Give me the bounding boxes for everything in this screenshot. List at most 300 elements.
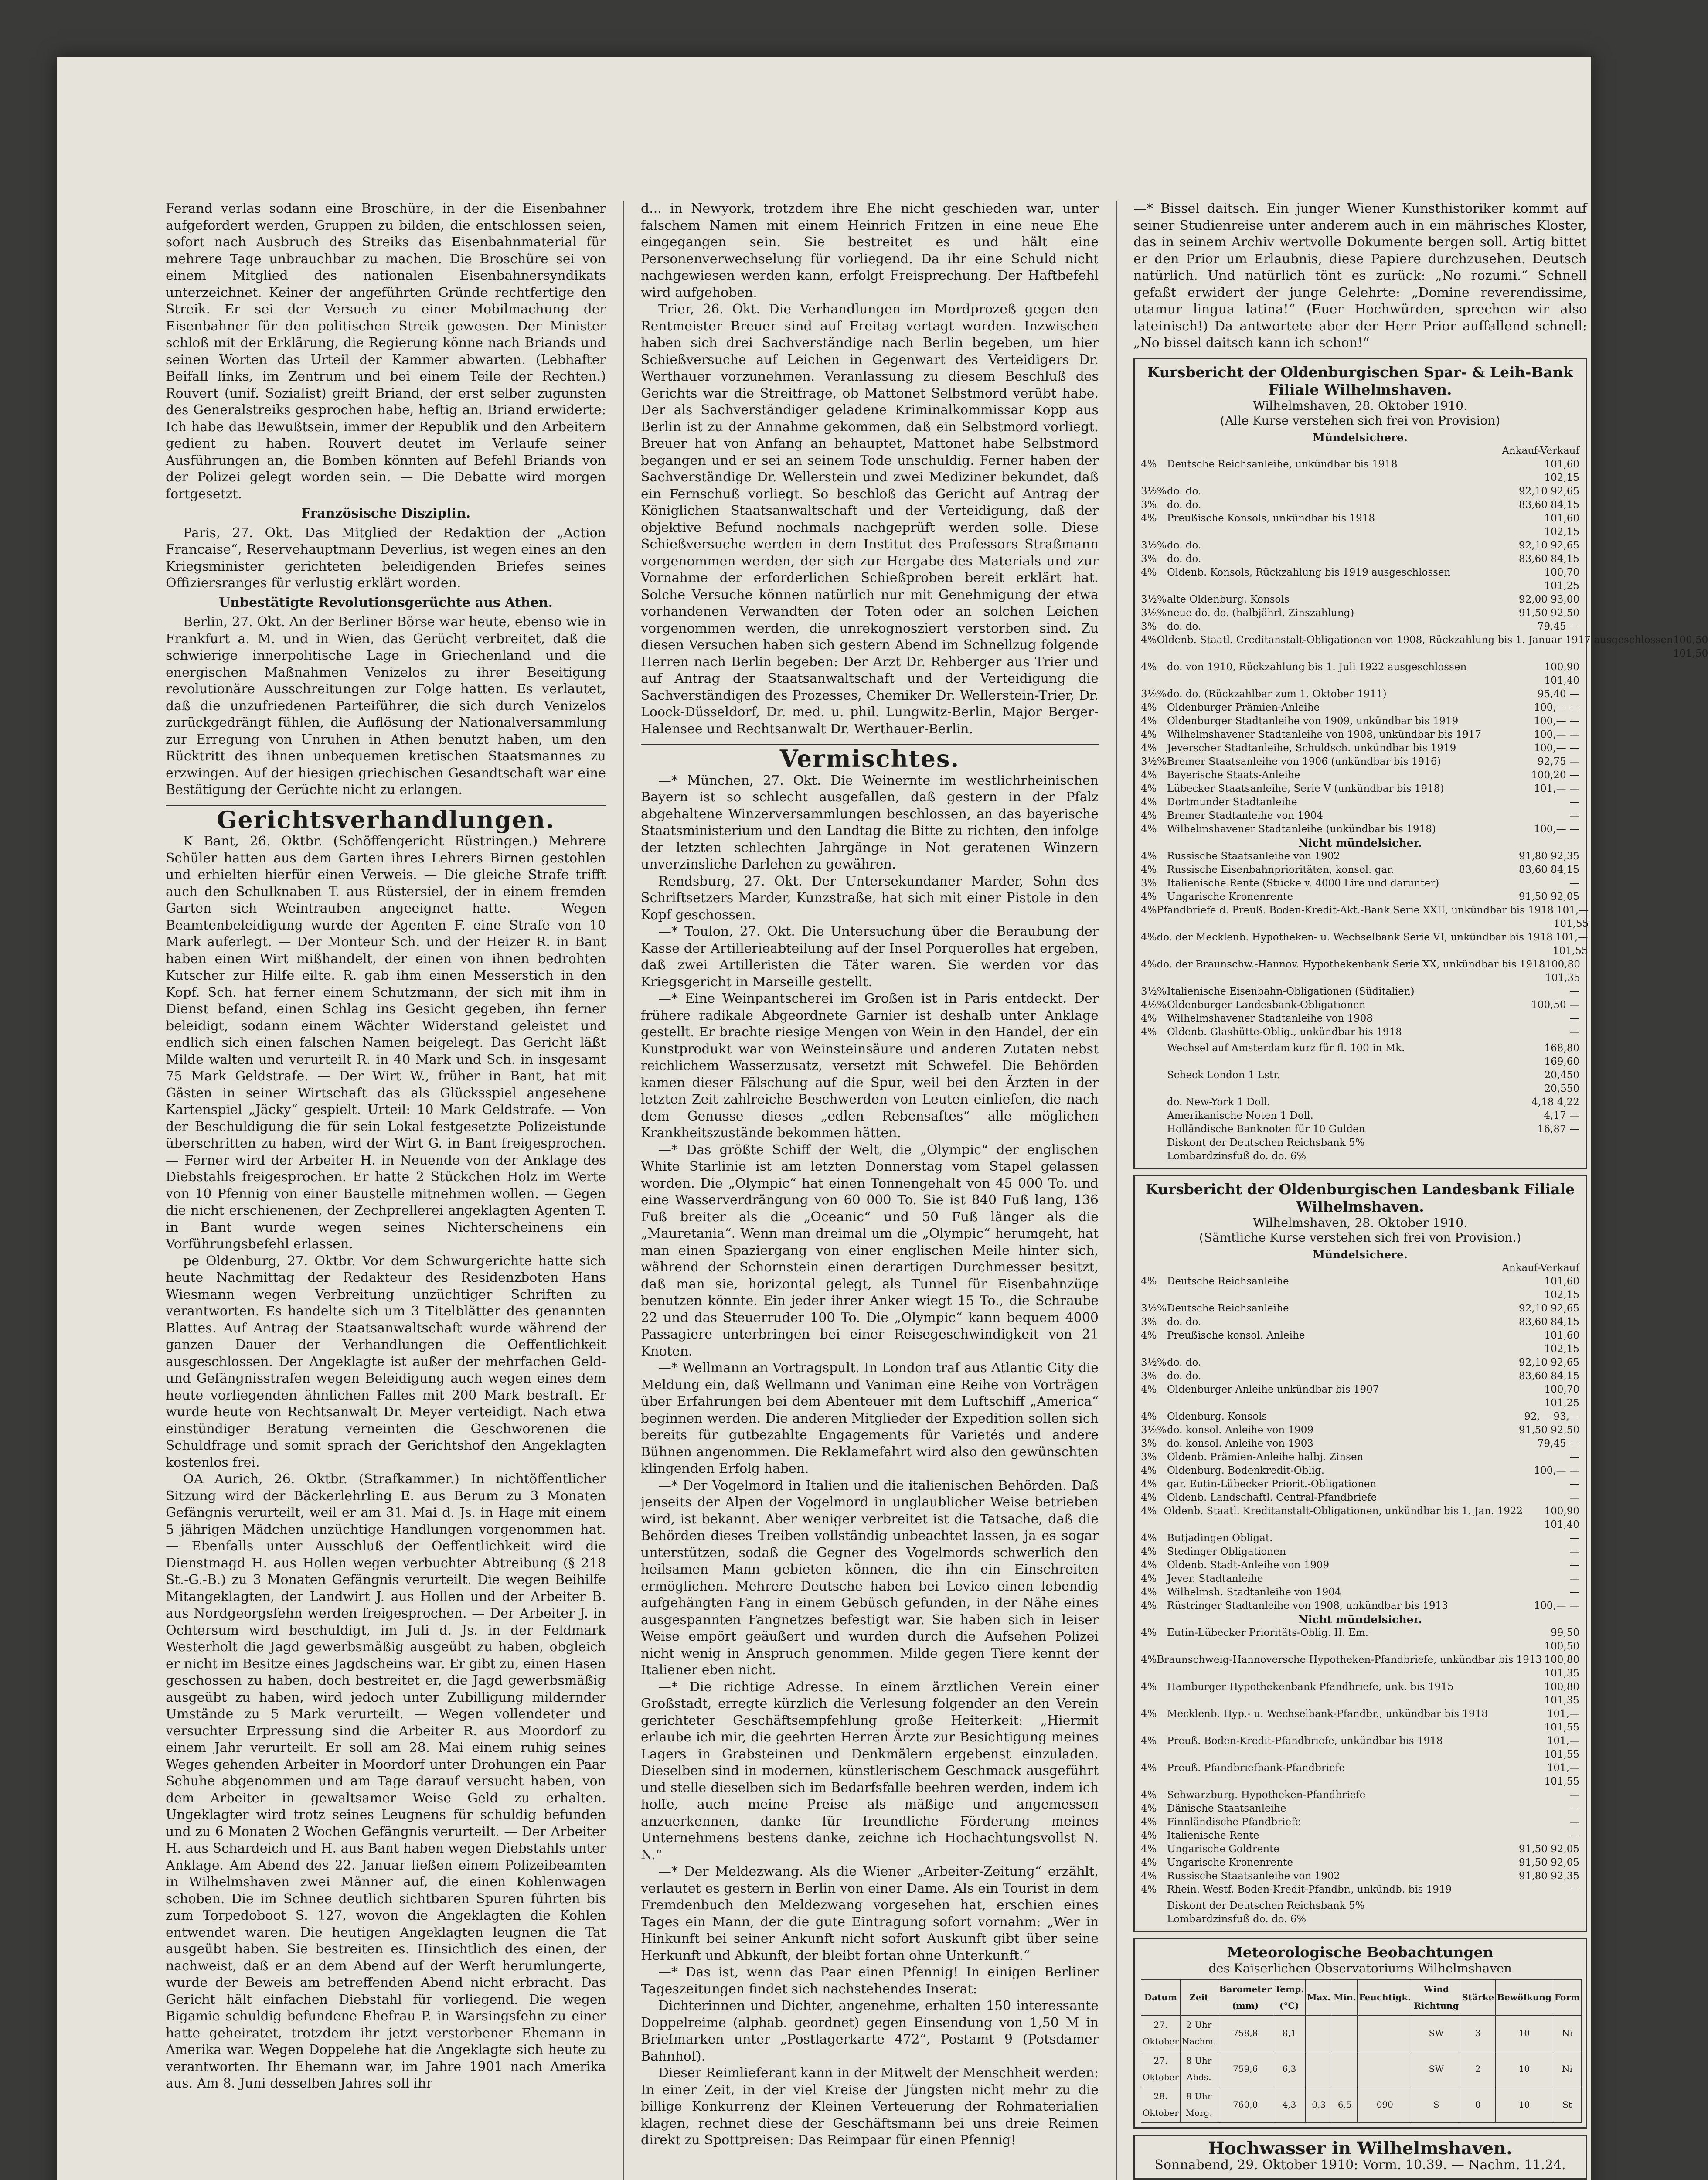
rate-name: Oldenburger Stadtanleihe von 1909, unkündbar bis 1919 [1167, 715, 1459, 727]
rate-row [1141, 1315, 1579, 1329]
rate-percent: 4% [1141, 1802, 1157, 1814]
weather-cell: 10 [1496, 2051, 1553, 2087]
rate-percent: 3½% [1141, 607, 1167, 619]
rate-row [1141, 1572, 1579, 1586]
rate-percent: 4% [1141, 1275, 1157, 1287]
rate-percent: 4% [1141, 1532, 1157, 1544]
rate-percent: 3½% [1141, 756, 1167, 767]
rate-percent: 3% [1141, 499, 1157, 511]
rate-name: do. konsol. Anleihe von 1903 [1167, 1437, 1313, 1449]
rate-name: Schwarzburg. Hypotheken-Pfandbriefe [1167, 1789, 1366, 1801]
rates-heading: Mündelsichere. [1313, 431, 1408, 444]
rate-row [1141, 958, 1579, 985]
rate-name: Italienische Rente (Stücke v. 4000 Lire und darunter) [1167, 877, 1439, 889]
rate-name: Oldenb. Staatl. Kreditanstalt-Obligationen, unkündbar bis 1. Jan. 1922 [1163, 1505, 1523, 1517]
article-paragraph: OA Aurich, 26. Oktbr. (Strafkammer.) In nichtöffentlicher Sitzung wird der Bäckerlehrling E. aus Berum zu 3 Monaten Gefängnis verurteilt, weil er am 31. Mai d. Js. in Hage mit einem 5 jährigen Mädchen unzüchtige Handlungen vorgenommen hat. — Ebenfalls unter Ausschluß der Oeffentlichkeit wird die Dienstmagd H. aus Hollen wegen verbuchter Abtreibung (§ 218 St.-G.-B.) zu 3 Monaten Gefängnis verurteilt. Die wegen Beihilfe Mitangeklagten, der Landwirt J. aus Hollen und der Arbeiter B. aus Nordgeorgsfehn werden freigesprochen. — Der Arbeiter J. in Ochtersum wird beschuldigt, im Juli d. Js. in der Feldmark Westerholt die Jagd gewerbsmäßig ausgeübt zu haben, obgleich er nicht im Besitze eines Jagdscheins war. Er gibt zu, einen Hasen geschossen zu haben, doch bestreitet er, die Jagd gewerbsmäßig ausgeübt zu haben, wird jedoch unter Zubilligung mildernder Umstände zu 5 Mark verurteilt. — Wegen vollendeter und versuchter Erpressung sind die Arbeiter R. aus Moordorf zu einem Jahr verurteilt. Er soll am 28. Mai einem ruhig seines Weges gehenden Arbeiter in Moordorf unter Drohungen ein Paar Schuhe abgenommen und am Tage darauf versucht haben, von dem Arbeiter in gewaltsamer Weise Geld zu erhalten. Ungeklagter wird trotz seines Leugnens für schuldig befunden und zu 6 Monaten 2 Wochen Gefängnis verurteilt. — Der Arbeiter H. aus Schardeich und H. aus Bant haben wegen Diebstahls unter Anklage. Am Abend des 22. Januar ließen einem Polizeibeamten in Wilhelmshaven zwei Männer auf, die einen Kohlenwagen schoben. Die im Schnee deutlich sichtbaren Spuren führten bis zum Torpedoboot S. 127, wovon die Angeklagten die Kohlen entwendet waren. Die heutigen Angeklagten leugnen die Tat ausgeübt haben. Sie bestreiten es. Hinsichtlich des einen, der nachweist, daß er an dem Abend auf der Werft herumlungerte, wurde der Beweis am betreffenden Abend nicht erbracht. Das Gericht hält einfachen Diebstahl für vorliegend. Die wegen Bigamie schuldig befundene Ehefrau P. in Warsingsfehn zu einer hatte geheiratet, trotzdem ihr jetzt verstorbener Ehemann in Amerika war. Wegen Doppelehe hat die Angeklagte sich heute zu verantworten. Ihr Ehemann war, im Jahre 1901 nach Amerika aus. Am 8. Juni desselben Jahres soll ihr [166, 1472, 606, 2091]
weather-cell: 27. Oktober [1141, 2015, 1181, 2051]
rate-row [1141, 1829, 1579, 1843]
weather-header: Datum [1141, 1979, 1181, 2015]
rate-values: — [1569, 985, 1579, 997]
rate-row [1141, 715, 1579, 728]
rate-percent: 4% [1141, 1329, 1157, 1341]
rate-percent: 3½% [1141, 1356, 1167, 1368]
rate-values: 92,10 92,65 [1519, 1356, 1579, 1368]
rate-name: do. der Mecklenb. Hypotheken- u. Wechselbank Serie VI, unkündbar bis 1918 [1157, 931, 1553, 943]
rate-name: Jever. Stadtanleihe [1167, 1573, 1263, 1584]
rate-name: do. von 1910, Rückzahlung bis 1. Juli 1922 ausgeschlossen [1167, 661, 1467, 673]
rate-values: 91,80 92,35 [1519, 1870, 1579, 1882]
rate-values: — [1569, 1573, 1579, 1584]
rate-values: — [1569, 1586, 1579, 1598]
weather-header: Zeit [1180, 1979, 1218, 2015]
rates-heading: Nicht mündelsicher. [1298, 836, 1422, 849]
rate-row [1141, 1913, 1579, 1926]
article-paragraph: —* Toulon, 27. Okt. Die Untersuchung über die Beraubung der Kasse der Artillerieabteilung auf der Insel Porquerolles hat ergeben, daß zwei Artilleristen die Täter waren. Sie werden vor das Kriegsgericht in Marseille gestellt. [641, 924, 1099, 990]
rate-name: Bremer Staatsanleihe von 1906 (unkündbar bis 1916) [1167, 756, 1441, 767]
rate-row [1141, 1545, 1579, 1559]
rate-row [1141, 552, 1579, 566]
column-divider [623, 201, 624, 2180]
rate-name: do. der Braunschw.-Hannov. Hypothekenbank Serie XX, unkündbar bis 1918 [1157, 958, 1545, 970]
rate-row [1141, 1843, 1579, 1856]
rate-name: Mecklenb. Hyp.- u. Wechselbank-Pfandbr., unkündbar bis 1918 [1167, 1708, 1488, 1720]
weather-cell: 760,0 [1218, 2087, 1273, 2122]
rate-percent [1141, 1042, 1167, 1069]
rate-name: Jeverscher Stadtanleihe, Schuldsch. unkündbar bis 1919 [1167, 742, 1456, 754]
rate-percent: 4% [1141, 1870, 1157, 1882]
rate-name: Oldenb. Prämien-Anleihe halbj. Zinsen [1167, 1451, 1364, 1463]
article-paragraph: —* Das größte Schiff der Welt, die „Olympic“ der englischen White Starlinie ist am letzten Donnerstag vom Stapel gelassen worden. Die „Olympic“ hat einen Tonnengehalt von 45 000 To. und eine Wasserverdrängung von 60 000 To. Sie ist 840 Fuß lang, 136 Fuß breiter als die „Oceanic“ und 50 Fuß länger als die „Mauretania“. Wenn man dreimal um die „Olympic“ herumgeht, hat man einen Spaziergang von einer englischen Meile hinter sich, während der Schornstein einen derartigen Durchmesser besitzt, daß man sie, horizontal gelegt, als Tunnel für Eisenbahnzüge benutzen könnte. Ein jeder ihrer Anker wiegt 15 To., die Schraube 22 und das Steuerruder 100 To. Die „Olympic“ kann bequem 4000 Passagiere unterbringen bei einer Reisegeschwindigkeit von 21 Knoten. [641, 1142, 1099, 1359]
rate-name: Wechsel auf Amsterdam kurz für fl. 100 in Mk. [1167, 1042, 1405, 1054]
rate-name: Oldenburger Anleihe unkündbar bis 1907 [1167, 1383, 1379, 1395]
rate-row [1141, 1870, 1579, 1883]
rate-row [1141, 512, 1579, 539]
rate-percent: 4% [1141, 715, 1157, 727]
rate-values: 95,40 — [1537, 688, 1579, 700]
rate-name: Oldenburg. Bodenkredit-Oblig. [1167, 1465, 1325, 1476]
rate-row [1141, 850, 1579, 863]
rate-row [1141, 782, 1579, 796]
rate-percent: 4% [1141, 1856, 1157, 1868]
weather-cell: 6,3 [1273, 2051, 1305, 2087]
rates-heading: Nicht mündelsicher. [1298, 1613, 1422, 1626]
rate-values: 92,75 — [1537, 756, 1579, 767]
rate-name: Oldenburger Landesbank-Obligationen [1167, 999, 1366, 1011]
rate-name: Lübecker Staatsanleihe, Serie V (unkündbar bis 1918) [1167, 783, 1444, 794]
rate-values: 83,60 84,15 [1519, 499, 1579, 511]
rate-percent: 4% [1141, 742, 1157, 754]
rate-row [1141, 1356, 1579, 1369]
rate-name: Russische Staatsanleihe von 1902 [1167, 1870, 1341, 1882]
rate-name: gar. Eutin-Lübecker Priorit.-Obligationen [1167, 1478, 1377, 1490]
rate-values: 91,80 92,35 [1519, 850, 1579, 862]
tide-box [1133, 2135, 1587, 2180]
rate-percent: 4% [1141, 1465, 1157, 1476]
rate-values: 92,10 92,65 [1519, 539, 1579, 551]
rate-percent: 3½% [1141, 485, 1167, 497]
rate-row [1141, 606, 1579, 620]
weather-cell [1306, 2051, 1332, 2087]
rate-values: 91,50 92,05 [1519, 891, 1579, 903]
rate-values: 100,— — [1534, 823, 1579, 835]
rate-percent: 4% [1141, 1546, 1157, 1557]
article-paragraph: pe Oldenburg, 27. Oktbr. Vor dem Schwurgerichte hatte sich heute Nachmittag der Redakteur des Residenzboten Hans Wiesmann wegen Verbreitung unzüchtiger Schriften zu verantworten. Es handelte sich um 3 Titelblätter des genannten Blattes. Auf Antrag der Staatsanwaltschaft wurde während der ganzen Dauer der Verhandlungen die Oeffentlichkeit ausgeschlossen. Der Angeklagte ist außer der mehrfachen Geld- und Gefängnisstrafen wegen Beleidigung auch wegen eines dem heute vorliegenden ähnlichen Falles mit 200 Mark bestraft. Er wurde heute von Rechtsanwalt Dr. Meyer verteidigt. Nach etwa einstündiger Beratung verneinten die Geschworenen die Schuldfrage und somit sprach der Gerichtshof den Angeklagten kostenlos frei. [166, 1253, 606, 1470]
rate-name: Oldenb. Staatl. Creditanstalt-Obligationen von 1908, Rückzahlung bis 1. Januar 1917 ausgeschlossen [1157, 634, 1673, 646]
rates-heading: Mündelsichere. [1313, 1248, 1408, 1261]
rate-values: 91,50 92,50 [1519, 1424, 1579, 1436]
rate-row [1141, 1410, 1579, 1424]
rate-percent: 4% [1141, 1492, 1157, 1503]
rate-values: — [1569, 1884, 1579, 1895]
rate-name: Eutin-Lübecker Prioritäts-Oblig. II. Em. [1167, 1627, 1369, 1638]
rate-percent: 4% [1141, 796, 1157, 808]
rate-percent: 4% [1141, 823, 1157, 835]
rate-name: Wilhelmshavener Stadtanleihe von 1908 [1167, 1012, 1373, 1024]
rate-values: 79,45 — [1537, 620, 1579, 632]
rate-values: 100,— — [1534, 1600, 1579, 1611]
weather-title: Meteorologische Beobachtungen [1227, 1943, 1494, 1961]
rates-list [1141, 1248, 1579, 1926]
rate-values: 79,45 — [1537, 1437, 1579, 1449]
rate-values: 101,— 101,55 [1544, 1762, 1579, 1787]
rate-values: 99,50 100,50 [1544, 1627, 1579, 1652]
weather-cell [1306, 2015, 1332, 2051]
rate-row [1141, 904, 1589, 931]
rate-percent: 4% [1141, 458, 1157, 470]
rate-row [1141, 485, 1579, 498]
rate-row [1141, 566, 1579, 593]
rate-percent: 4% [1141, 634, 1157, 646]
rate-values [1514, 1913, 1579, 1926]
rate-values: — [1569, 1012, 1579, 1024]
article-paragraph: —* Das ist, wenn das Paar einen Pfennig! In einigen Berliner Tageszeitungen findet sich nachstehendes Inserat: [641, 1965, 1099, 1997]
rate-name: Oldenburg. Konsols [1167, 1410, 1267, 1422]
rate-row [1141, 809, 1579, 823]
article-paragraph: Paris, 27. Okt. Das Mitglied der Redaktion der „Action Francaise“, Reservehauptmann Deverlius, ist wegen eines an den Kriegsminister gerichteten beleidigenden Briefes seines Offiziersranges für verlustig erklärt worden. [166, 525, 606, 591]
rate-percent: 3½% [1141, 593, 1167, 605]
article-paragraph: K Bant, 26. Oktbr. (Schöffengericht Rüstringen.) Mehrere Schüler hatten aus dem Garten ihres Lehrers Birnen gestohlen und erhielten hierfür einen Verweis. — Die gleiche Strafe trifft auch den Schulknaben T. aus Rüstersiel, der in einem fremden Garten sich Weintrauben angeeignet hatte. — Wegen Beamtenbeleidigung wurde der Agenten F. eine Strafe von 10 Mark auferlegt. — Der Monteur Sch. und der Heizer R. in Bant haben einen Wirt mißhandelt, der einen von ihnen bedrohten Kutscher zur Hilfe eilte. R. gab ihm einen Messerstich in den Kopf. Sch. hat ferner einem Schutzmann, der sich mit ihm in Dienst befand, einen Schlag ins Gesicht gegeben, ihn ferner beleidigt, sodann einem Wächter Widerstand geleistet und endlich sich einen falschen Namen beigelegt. Das Gericht läßt Milde walten und verurteilt R. in 40 Mark und Sch. in insgesamt 75 Mark Geldstrafe. — Der Wirt W., früher in Bant, hat mit Gästen in seiner Wirtschaft das als Glücksspiel angesehene Kartenspiel „Jäcky“ gespielt. Urteil: 10 Mark Geldstrafe. — Von der Beschuldigung die für sein Lokal festgesetzte Polizeistunde überschritten zu haben, wird der Wirt G. in Bant freigesprochen. — Ferner wird der Arbeiter H. in Neuende von der Anklage des Diebstahls freigesprochen. Er hatte 2 Stückchen Holz im Werte von 10 Pfennig von einer Baustelle mitnehmen wollen. — Gegen die nicht erschienenen, der Zechprellerei angeklagten Agenten T. in Bant wurde wegen seines Nichterscheinens ein Vorführungsbefehl erlassen. [166, 834, 606, 1252]
weather-cell: 4,3 [1273, 2087, 1305, 2122]
rate-percent: 4% [1141, 1600, 1157, 1611]
article-paragraph: Trier, 26. Okt. Die Verhandlungen im Mordprozeß gegen den Rentmeister Breuer sind auf Freitag vertagt worden. Inzwischen haben sich drei Sachverständige nach Berlin begeben, um hier Schießversuche auf Leichen in Gegenwart des Verteidigers Dr. Werthauer vorzunehmen. Veranlassung zu diesem Beschluß des Gerichts war die Streitfrage, ob Mattonet Selbstmord verübt habe. Der als Sachverständiger geladene Kriminalkommissar Kopp aus Berlin ist zu der Annahme gekommen, daß ein Selbstmord vorliegt. Breuer hat von Anfang an behauptet, Mattonet habe Selbstmord begangen und er sei an seinem Tode unschuldig. Ferner haben der Sachverständige Dr. Wellerstein und zwei Mediziner bekundet, daß ein Fernschuß vorliegt. So beschloß das Gericht auf Antrag der Königlichen Staatsanwaltschaft und der Verteidigung, daß der objektive Befund nochmals nachgeprüft werden solle. Diese Schießversuche werden in dem Institut des Professors Straßmann vorgenommen werden, der sich zur Hergabe des Materials und zur Vornahme der erforderlichen Schießproben bereit erklärt hat. Solche Versuche können natürlich nur mit Genehmigung der etwa vorhandenen Verwandten der Toten oder an solchen Leichen vorgenommen werden, die unrekognosziert verstorben sind. Zu diesen Versuchen haben sich gestern Abend im Schnellzug folgende Herren nach Berlin begeben: Der Arzt Dr. Rehberger aus Trier und auf Antrag der Staatsanwaltschaft und der Verteidigung die Sachverständigen des Prozesses, Chemiker Dr. Wellerstein-Trier, Dr. Loock-Düsseldorf, Dr. med. u. phil. Lungwitz-Berlin, Major Berger-Halensee und Rechtsanwalt Dr. Werthauer-Berlin. [641, 302, 1099, 737]
rate-values: 100,— — [1534, 702, 1579, 713]
rate-percent: 4% [1141, 810, 1157, 821]
rate-values: 100,— — [1534, 715, 1579, 727]
rate-row [1141, 1464, 1579, 1478]
rate-values: — [1569, 796, 1579, 808]
stock-report-box [1133, 358, 1708, 1169]
weather-header: Wind Richtung [1412, 1979, 1460, 2015]
weather-row [1141, 2015, 1582, 2051]
article-paragraph: Ferand verlas sodann eine Broschüre, in der die Eisenbahner aufgefordert werden, Gruppen zu bilden, die entschlossen seien, sofort nach Ausbruch des Streiks das Eisenbahnmaterial für mehrere Tage unbrauchbar zu machen. Die Broschüre sei von einem Mitglied des nationalen Eisenbahnersyndikats unterzeichnet. Keiner der angeführten Gründe rechtfertige den Streik. Er sei der Versuch zu einer Mobilmachung der Eisenbahner für den politischen Streik gewesen. Der Minister schloß mit der Erklärung, die Regierung könne nach Briands und seinen Worten das Urteil der Kammer abwarten. (Lebhafter Beifall links, im Zentrum und bei einem Teile der Rechten.) Rouvert (unif. Sozialist) greift Briand, der erst selber zugunsten des Generalstreiks gesprochen habe, heftig an. Briand erwiderte: Ich habe das Bewußtsein, immer der Republik und den Arbeitern gedient zu haben. Rouvert deutet im Verlaufe seiner Ausführungen an, die Bomben könnten auf Befehl Briands von der Polizei gelegt worden sein. — Die Debatte wird morgen fortgesetzt. [166, 201, 606, 502]
rate-values: 100,— — [1534, 742, 1579, 754]
weather-header: Stärke [1460, 1979, 1496, 2015]
weather-cell: 090 [1358, 2087, 1412, 2122]
rate-values: 101,— 101,55 [1544, 1735, 1579, 1760]
rate-name: Preuß. Boden-Kredit-Pfandbriefe, unkündbar bis 1918 [1167, 1735, 1443, 1747]
rate-row [1141, 1586, 1579, 1599]
weather-cell: S [1412, 2087, 1460, 2122]
column-1 [166, 201, 606, 2092]
weather-cell [1358, 2051, 1412, 2087]
stock-report-box [1133, 1175, 1587, 1932]
weather-cell: St [1553, 2087, 1581, 2122]
rate-values: 100,— — [1534, 1465, 1579, 1476]
rate-values: 100,80 101,35 [1544, 1681, 1579, 1706]
rates-columns: Ankauf-Verkauf [1502, 445, 1579, 456]
rate-values: — [1569, 810, 1579, 821]
rate-percent: 4% [1141, 931, 1157, 943]
article-paragraph: Rendsburg, 27. Okt. Der Untersekundaner Marder, Sohn des Schriftsetzers Marder, Kunzstraße, hat sich mit einer Pistole in den Kopf geschossen. [641, 873, 1099, 923]
tide-line: Sonnabend, 29. Oktober 1910: Vorm. 10.39. — Nachm. 11.24. [1154, 2157, 1566, 2173]
rate-name: do. konsol. Anleihe von 1909 [1167, 1424, 1313, 1436]
rate-name: Deutsche Reichsanleihe, unkündbar bis 1918 [1167, 458, 1398, 470]
rate-name: Butjadingen Obligat. [1167, 1532, 1273, 1544]
rate-row [1141, 823, 1579, 836]
article-paragraph: —* Wellmann an Vortragspult. In London traf aus Atlantic City die Meldung ein, daß Wellmann und Vaniman eine Reihe von Vorträgen über Erfahrungen bei dem Abenteuer mit dem Luftschiff „America“ beginnen werden. Die anderen Mitglieder der Expedition sollen sich bereits für gutbezahlte Engagements für Varietés und andere Bühnen angenommen. Die Reklamefahrt wird also den gewünschten klingenden Erfolg haben. [641, 1360, 1099, 1476]
rate-values: 91,50 92,05 [1519, 1843, 1579, 1855]
rate-percent: 4% [1141, 891, 1157, 903]
rate-values: 100,20 — [1531, 769, 1579, 781]
rate-row [1141, 1761, 1579, 1788]
rate-values: 91,50 92,05 [1519, 1856, 1579, 1868]
rate-percent: 4% [1141, 864, 1157, 875]
rate-values [1514, 1899, 1579, 1913]
weather-cell [1332, 2015, 1358, 2051]
rate-row [1141, 877, 1579, 890]
rate-name: do. do. [1167, 1356, 1201, 1368]
rate-percent [1141, 1123, 1167, 1136]
weather-subtitle: des Kaiserlichen Observatoriums Wilhelmshaven [1208, 1961, 1512, 1976]
rate-values: 100,70 101,25 [1544, 1383, 1579, 1409]
rate-name: Lombardzinsfuß do. do. 6% [1167, 1913, 1307, 1925]
weather-cell: 759,6 [1218, 2051, 1273, 2087]
rate-percent: 4% [1141, 958, 1157, 970]
rate-row [1141, 755, 1579, 769]
rate-percent: 4% [1141, 1586, 1157, 1598]
rate-row [1141, 701, 1579, 715]
rate-percent: 4% [1141, 1627, 1157, 1638]
rate-row [1141, 1653, 1579, 1680]
rate-row [1141, 620, 1579, 634]
rate-percent: 4% [1141, 1735, 1157, 1747]
article-paragraph: Dichterinnen und Dichter, angenehme, erhalten 150 interessante Doppelreime (alphab. geordnet) gegen Einsendung von 1,50 M in Briefmarken unter „Postlagerkarte 472“, Postamt 9 (Potsdamer Bahnhof). [641, 1998, 1099, 2064]
rate-name: Oldenb. Landschaftl. Central-Pfandbriefe [1167, 1492, 1377, 1503]
rate-name: Preußische Konsols, unkündbar bis 1918 [1167, 512, 1375, 524]
rate-values: 16,87 — [1537, 1123, 1579, 1135]
rate-percent: 4% [1141, 1026, 1157, 1038]
rate-row [1141, 769, 1579, 782]
article-paragraph: d... in Newyork, trotzdem ihre Ehe nicht geschieden war, unter falschem Namen mit einem Heinrich Fritzen in eine neue Ehe eingegangen sein. Sie bestreitet es und hält eine Personenverwechselung für vorliegend. Da ihr eine Schuld nicht nachgewiesen werden kann, erfolgt Freisprechung. Der Haftbefehl wird aufgehoben. [641, 201, 1099, 300]
rate-percent: 3% [1141, 620, 1157, 632]
rate-name: Ungarische Kronenrente [1167, 891, 1293, 903]
rate-row [1141, 688, 1579, 701]
rate-percent: 3% [1141, 1437, 1157, 1449]
rate-name: alte Oldenburg. Konsols [1167, 593, 1290, 605]
rate-row [1141, 1680, 1579, 1707]
rate-name: neue do. do. (halbjährl. Zinszahlung) [1167, 607, 1354, 619]
rate-percent: 3½% [1141, 1424, 1167, 1436]
rate-row [1141, 458, 1579, 485]
rate-row [1141, 1707, 1579, 1734]
rate-percent: 4% [1141, 661, 1157, 673]
rate-name: Amerikanische Noten 1 Doll. [1167, 1110, 1313, 1121]
rate-values: 20,450 20,550 [1544, 1069, 1579, 1094]
weather-header: Min. [1332, 1979, 1358, 2015]
rate-row [1141, 1451, 1579, 1464]
article-subheading: Französische Disziplin. [301, 506, 471, 521]
rate-values [1514, 1136, 1579, 1150]
article-paragraph: —* Bissel daitsch. Ein junger Wiener Kunsthistoriker kommt auf seiner Studienreise unter anderem auch in ein mährisches Kloster, das in seinem Archiv wertvolle Dokumente bergen soll. Artig bittet er den Prior um Erlaubnis, diese Papiere durchzusehen. Deutsch natürlich. Und natürlich tönt es zurück: „No rozumi.“ Schnell gefaßt erwidert der junge Gelehrte: „Domine reverendissime, utamur lingua latina!“ (Euer Hochwürden, sprechen wir also lateinisch!) Da antwortete aber der Herr Prior auffallend schnell: „No bissel daitsch kann ich schon!“ [1133, 201, 1587, 351]
rate-row [1141, 1069, 1579, 1096]
weather-cell: 8 Uhr Abds. [1180, 2051, 1218, 2087]
rate-percent: 4% [1141, 1559, 1157, 1571]
weather-cell: SW [1412, 2051, 1460, 2087]
rate-name: do. do. (Rückzahlbar zum 1. Oktober 1911) [1167, 688, 1387, 700]
rate-row [1141, 1802, 1579, 1816]
box-date: Wilhelmshaven, 28. Oktober 1910. [1252, 1215, 1468, 1230]
rate-percent: 3½% [1141, 985, 1167, 997]
rate-name: Diskont der Deutschen Reichsbank 5% [1167, 1137, 1365, 1148]
rate-values: 168,80 169,60 [1544, 1042, 1579, 1067]
rate-row [1141, 1856, 1579, 1870]
box-date: Wilhelmshaven, 28. Oktober 1910. [1252, 398, 1468, 413]
rate-percent: 4% [1141, 783, 1157, 794]
rate-percent: 3% [1141, 1451, 1157, 1463]
rate-values: 101,— 101,55 [1552, 931, 1588, 957]
rate-percent: 4% [1141, 1816, 1157, 1828]
box-note: (Sämtliche Kurse verstehen sich frei von Provision.) [1199, 1230, 1521, 1245]
rate-percent: 3½% [1141, 539, 1167, 551]
rate-values: 83,60 84,15 [1519, 553, 1579, 565]
rate-values: 101,— 101,55 [1553, 904, 1589, 930]
rate-row [1141, 1532, 1579, 1545]
weather-cell: 3 [1460, 2015, 1496, 2051]
rate-row [1141, 1109, 1579, 1123]
rate-values: — [1569, 1532, 1579, 1544]
rate-values: 92,00 93,00 [1519, 593, 1579, 605]
weather-cell: 27. Oktober [1141, 2051, 1181, 2087]
weather-header: Max. [1306, 1979, 1332, 2015]
rate-values: 92,— 93,— [1524, 1410, 1579, 1422]
rate-name: Rüstringer Stadtanleihe von 1908, unkündbar bis 1913 [1167, 1600, 1448, 1611]
rate-name: Wilhelmshavener Stadtanleihe (unkündbar bis 1918) [1167, 823, 1436, 835]
rate-percent: 4% [1141, 1708, 1157, 1720]
rate-row [1141, 1150, 1579, 1163]
rate-row [1141, 728, 1579, 742]
weather-cell: 10 [1496, 2087, 1553, 2122]
rates-list [1141, 431, 1708, 1163]
rate-name: Oldenb. Stadt-Anleihe von 1909 [1167, 1559, 1330, 1571]
rate-percent: 4% [1141, 1884, 1157, 1895]
rate-percent [1141, 1109, 1167, 1123]
rate-values [1514, 1150, 1579, 1163]
rate-percent: 4% [1141, 850, 1157, 862]
rate-values: 92,10 92,65 [1519, 485, 1579, 497]
rate-values: 4,18 4,22 [1531, 1096, 1579, 1108]
rate-percent: 4% [1141, 1654, 1157, 1666]
article-paragraph: —* Der Vogelmord in Italien und die italienischen Behörden. Daß jenseits der Alpen der Vogelmord in unglaublicher Weise betrieben wird, ist bekannt. Aber weniger verbreitet ist die Tatsache, daß die Behörden dieses Treiben vollständig unbeachtet lassen, ja es sogar unterstützen, sodaß die Gegner des Vogelmords schwerlich den heilsamen Mann gebieten können, die ihn ein Einschreiten ermöglichen. Mehrere Deutsche haben bei Levico einen lebendig aufgehängten Fang in einem Gebüsch gefunden, in der Nähe eines ausgespannten Fangnetzes befestigt war. Sie haben sich in leiser Weise empört geäußert und wurden durch die Aufsehen Polizei nicht wenig in Anspruch genommen. Milde gegen Tiere kennt der Italiener eben nicht. [641, 1478, 1099, 1678]
weather-table [1141, 1979, 1582, 2123]
rate-values: 101,60 102,15 [1544, 512, 1579, 538]
weather-cell [1332, 2051, 1358, 2087]
rate-percent: 4% [1141, 1843, 1157, 1855]
rate-name: Braunschweig-Hannoversche Hypotheken-Pfandbriefe, unkündbar bis 1913 [1157, 1654, 1542, 1666]
rate-name: do. New-York 1 Doll. [1167, 1096, 1270, 1108]
rate-values: 101,60 102,15 [1544, 1329, 1579, 1355]
rate-name: Preußische konsol. Anleihe [1167, 1329, 1305, 1341]
weather-cell: 758,8 [1218, 2015, 1273, 2051]
rate-values: 100,90 101,40 [1544, 661, 1579, 686]
rate-values: — [1569, 1816, 1579, 1828]
rate-percent: 4% [1141, 1762, 1157, 1774]
rate-name: Italienische Rente [1167, 1829, 1259, 1841]
column-divider [1116, 201, 1117, 2180]
rate-row [1141, 1816, 1579, 1829]
rate-percent: 4% [1141, 769, 1157, 781]
rate-values: 101,— 101,55 [1544, 1708, 1579, 1733]
rate-values: 100,— — [1534, 729, 1579, 740]
rate-name: Russische Eisenbahnprioritäten, konsol. gar. [1167, 864, 1394, 875]
rate-values: — [1569, 1546, 1579, 1557]
rate-name: do. do. [1167, 539, 1201, 551]
section-heading: Gerichtsverhandlungen. [166, 805, 606, 828]
weather-header: Temp. (°C) [1273, 1979, 1305, 2015]
article-paragraph: —* München, 27. Okt. Die Weinernte im westlichrheinischen Bayern ist so schlecht ausgefallen, daß gestern in der Pfalz abgehaltene Winzerversammlungen beschlossen, an das bayerische Staatsministerium und den Landtag die Bitte zu richten, den infolge der letzten schlechten Jahrgänge in Not geratenen Winzern unverzinsliche Darlehen zu gewähren. [641, 773, 1099, 872]
box-note: (Alle Kurse verstehen sich frei von Provision) [1220, 413, 1500, 428]
rate-row [1141, 1883, 1579, 1897]
rate-row [1141, 1025, 1579, 1039]
rate-name: Pfandbriefe d. Preuß. Boden-Kredit-Akt.-Bank Serie XXII, unkündbar bis 1918 [1157, 904, 1554, 916]
rate-name: Oldenb. Glashütte-Oblig., unkündbar bis 1918 [1167, 1026, 1402, 1038]
rate-name: Dortmunder Stadtanleihe [1167, 796, 1297, 808]
box-title: Kursbericht der Oldenburgischen Landesbank Filiale Wilhelmshaven. [1145, 1180, 1575, 1215]
rate-values: 100,50 — [1531, 999, 1579, 1011]
rate-row [1141, 985, 1579, 998]
rate-values: — [1569, 1789, 1579, 1801]
rate-name: Finnländische Pfandbriefe [1167, 1816, 1301, 1828]
weather-cell: 0,3 [1306, 2087, 1332, 2122]
rate-row [1141, 1302, 1579, 1315]
rate-row [1141, 1383, 1579, 1410]
rate-percent: 4% [1141, 1681, 1157, 1693]
rate-row [1141, 1626, 1579, 1653]
rate-percent [1141, 1136, 1167, 1150]
rate-name: do. do. [1167, 499, 1201, 511]
rate-row [1141, 796, 1579, 809]
weather-cell: Ni [1553, 2015, 1581, 2051]
rate-name: Holländische Banknoten für 10 Gulden [1167, 1123, 1365, 1135]
rate-percent: 3% [1141, 1316, 1157, 1328]
rate-percent: 4% [1141, 1789, 1157, 1801]
rate-row [1141, 1559, 1579, 1572]
rate-percent: 3½% [1141, 1302, 1167, 1314]
rate-row [1141, 1329, 1579, 1356]
rate-name: Lombardzinsfuß do. do. 6% [1167, 1150, 1307, 1162]
weather-cell: 2 Uhr Nachm. [1180, 2015, 1218, 2051]
rate-percent: 4% [1141, 1505, 1157, 1517]
rate-percent: 3½% [1141, 688, 1167, 700]
box-title: Kursbericht der Oldenburgischen Spar- & Leih-Bank Filiale Wilhelmshaven. [1147, 363, 1573, 398]
rate-values: 100,80 101,35 [1545, 958, 1580, 984]
rate-name: Diskont der Deutschen Reichsbank 5% [1167, 1900, 1365, 1911]
rate-row [1141, 998, 1579, 1012]
rate-row [1141, 1012, 1579, 1025]
weather-cell: SW [1412, 2015, 1460, 2051]
rate-row [1141, 890, 1579, 904]
rate-row [1141, 634, 1708, 661]
rates-columns: Ankauf-Verkauf [1502, 1262, 1579, 1274]
